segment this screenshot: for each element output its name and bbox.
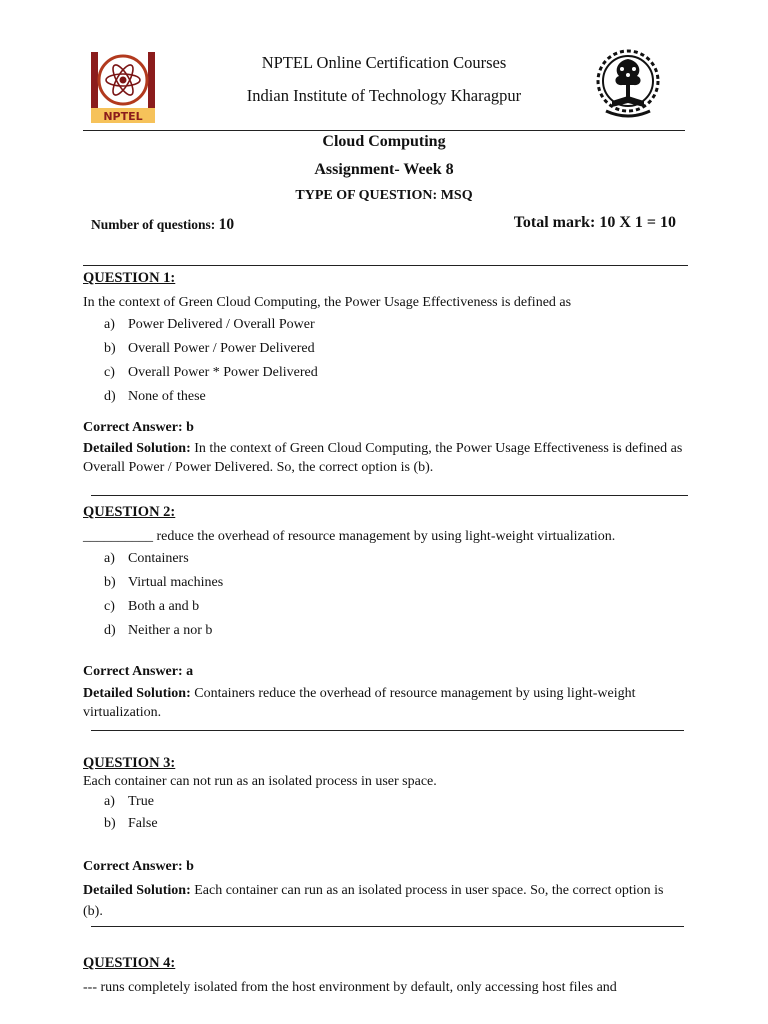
question-3-text: Each container can not run as an isolated process in user space. — [83, 774, 437, 789]
divider — [91, 495, 688, 496]
divider — [91, 926, 684, 927]
question-3-answer: Correct Answer: b — [83, 859, 194, 874]
number-of-questions-value: 10 — [218, 216, 235, 233]
question-2-option-a: a) Containers — [104, 551, 189, 566]
nptel-logo-text: NPTEL — [103, 110, 143, 123]
question-1-option-c: c) Overall Power * Power Delivered — [104, 365, 318, 380]
question-2-solution: Detailed Solution: Containers reduce the overhead of resource management by using light-weight virtualization. — [83, 686, 636, 720]
question-1-heading: QUESTION 1: — [83, 270, 176, 286]
question-type: TYPE OF QUESTION: MSQ — [295, 188, 473, 203]
question-2-answer: Correct Answer: a — [83, 664, 194, 679]
question-3-option-b: b) False — [104, 816, 158, 831]
question-1-option-a: a) Power Delivered / Overall Power — [104, 317, 315, 332]
question-4-text: --- runs completely isolated from the host environment by default, only accessing host files and — [83, 980, 617, 995]
course-title: Cloud Computing — [322, 133, 446, 150]
divider — [91, 730, 684, 731]
question-2-heading: QUESTION 2: — [83, 504, 176, 520]
question-4-heading: QUESTION 4: — [83, 955, 176, 971]
question-2-option-d: d) Neither a nor b — [104, 623, 213, 638]
question-3-option-a: a) True — [104, 794, 154, 809]
header-line-1: NPTEL Online Certification Courses — [261, 53, 507, 72]
header-line-2: Indian Institute of Technology Kharagpur — [246, 86, 522, 105]
question-2-option-b: b) Virtual machines — [104, 575, 224, 590]
question-1-text: In the context of Green Cloud Computing, the Power Usage Effectiveness is defined as — [83, 295, 572, 310]
assignment-title: Assignment- Week 8 — [314, 161, 454, 178]
question-3-solution: Detailed Solution: Each container can run as an isolated process in user space. So, the correct option is (b). — [83, 883, 664, 919]
header-divider — [83, 130, 685, 131]
question-2-text: __________ reduce the overhead of resource management by using light-weight virtualization. — [83, 529, 616, 544]
question-1-option-b: b) Overall Power / Power Delivered — [104, 341, 315, 356]
question-1-solution: Detailed Solution: In the context of Green Cloud Computing, the Power Usage Effectiveness is defined as Overall Power / Power Delivered. So, the correct option is (b). — [83, 441, 683, 475]
number-of-questions — [91, 216, 234, 234]
divider — [83, 265, 688, 266]
question-1-option-d: d) None of these — [104, 389, 206, 404]
total-mark: Total mark: 10 X 1 = 10 — [513, 214, 676, 231]
question-3-heading: QUESTION 3: — [83, 755, 176, 771]
question-2-option-c: c) Both a and b — [104, 599, 200, 614]
number-of-questions-label: Number of questions: — [91, 217, 219, 232]
question-1-answer: Correct Answer: b — [83, 420, 194, 435]
